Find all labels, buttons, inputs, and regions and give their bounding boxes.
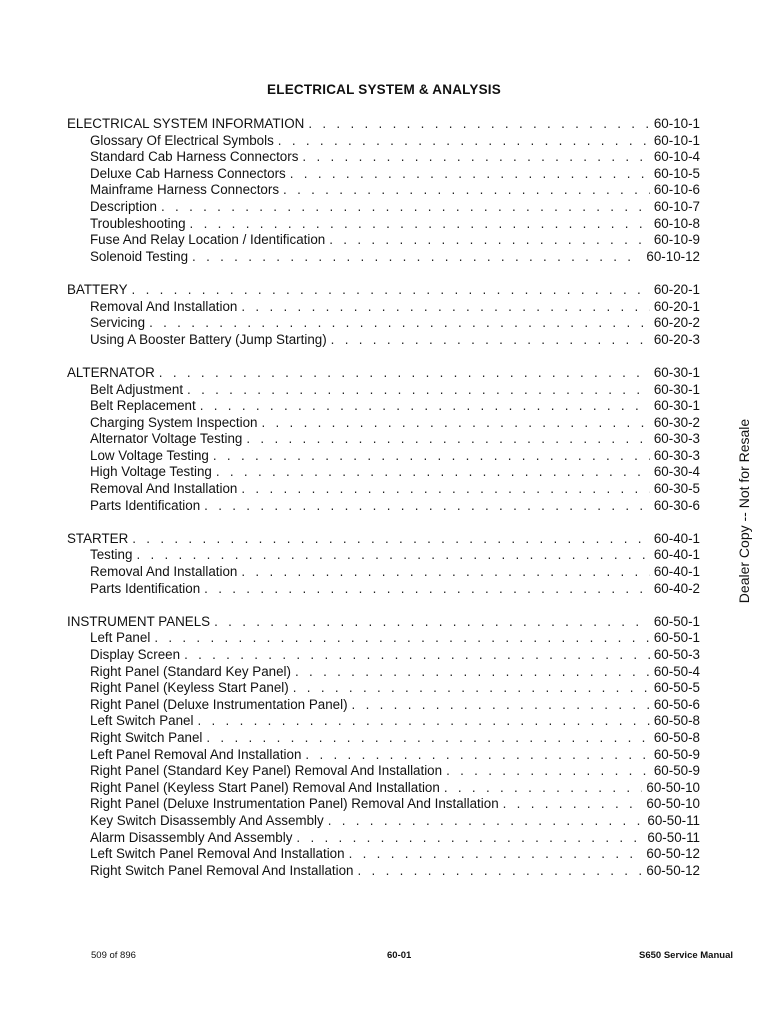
toc-entry-page: 60-50-8 xyxy=(653,713,700,729)
dot-leader xyxy=(241,299,649,316)
toc-entry xyxy=(67,498,700,515)
toc-entry xyxy=(67,863,700,880)
toc-entry xyxy=(67,813,700,830)
toc-entry-page: 60-40-1 xyxy=(653,547,700,563)
toc-entry-label: Left Panel Removal And Installation xyxy=(90,746,302,762)
toc-entry xyxy=(67,133,700,150)
toc-entry-page: 60-50-3 xyxy=(653,647,700,662)
toc-entry xyxy=(67,431,700,448)
toc-entry-page: 60-30-5 xyxy=(653,481,700,497)
toc-entry-page: 60-30-1 xyxy=(653,381,700,397)
toc-entry xyxy=(67,464,700,481)
toc-entry-label: INSTRUMENT PANELS xyxy=(67,613,211,629)
toc-entry-label: Parts Identification xyxy=(90,580,201,596)
toc-entry-page: 60-30-1 xyxy=(653,398,700,414)
toc-entry-page: 60-10-7 xyxy=(653,198,700,214)
dot-leader xyxy=(261,415,649,432)
dot-leader xyxy=(213,448,650,465)
toc-section-heading xyxy=(67,116,700,133)
toc-entry-page: 60-50-10 xyxy=(646,796,700,812)
toc-entry-page: 60-50-12 xyxy=(646,862,700,878)
footer-manual-title: S650 Service Manual xyxy=(639,950,733,961)
toc-entry xyxy=(67,398,700,415)
toc-entry xyxy=(67,763,700,780)
toc-entry-label: Glossary Of Electrical Symbols xyxy=(90,132,274,148)
toc-entry-label: Mainframe Harness Connectors xyxy=(90,182,280,198)
toc-entry xyxy=(67,332,700,349)
toc-entry xyxy=(67,315,700,332)
dot-leader xyxy=(283,182,650,199)
toc-entry xyxy=(67,846,700,863)
dot-leader xyxy=(132,282,650,299)
toc-entry-page: 60-40-2 xyxy=(653,580,700,596)
toc-entry-label: Parts Identification xyxy=(90,497,201,513)
toc-entry-label: Belt Adjustment xyxy=(90,381,184,397)
toc-entry-page: 60-50-11 xyxy=(647,812,700,828)
toc-entry-label: Solenoid Testing xyxy=(90,248,189,264)
dot-leader xyxy=(136,547,649,564)
toc-entry xyxy=(67,481,700,498)
toc-entry xyxy=(67,249,700,266)
toc-entry-page: 60-50-5 xyxy=(653,680,700,696)
dot-leader xyxy=(302,149,649,166)
dot-leader xyxy=(192,249,642,266)
toc-section-heading xyxy=(67,282,700,299)
dot-leader xyxy=(278,133,650,150)
toc-entry xyxy=(67,149,700,166)
toc-entry-label: Alternator Voltage Testing xyxy=(90,431,243,447)
footer-page-number: 60-01 xyxy=(387,950,412,961)
toc-entry xyxy=(67,581,700,598)
toc-entry-label: Low Voltage Testing xyxy=(90,447,209,463)
toc-entry-page: 60-40-1 xyxy=(653,564,700,580)
dot-leader xyxy=(293,680,650,697)
toc-entry-page: 60-50-1 xyxy=(653,630,700,646)
toc-entry xyxy=(67,182,700,199)
toc-entry xyxy=(67,630,700,647)
dot-leader xyxy=(241,481,649,498)
dot-leader xyxy=(308,116,650,133)
toc-entry xyxy=(67,680,700,697)
dot-leader xyxy=(154,630,650,647)
dot-leader xyxy=(246,431,649,448)
toc-entry-label: Description xyxy=(90,198,157,214)
toc-entry xyxy=(67,382,700,399)
footer-page-count: 509 of 896 xyxy=(91,950,136,961)
dot-leader xyxy=(349,846,643,863)
toc-entry-label: STARTER xyxy=(67,530,129,546)
dot-leader xyxy=(187,382,650,399)
toc-entry-label: Right Panel (Keyless Start Panel) Removal And Installation xyxy=(90,779,440,795)
toc-entry-label: Removal And Installation xyxy=(90,481,238,497)
toc-entry-page: 60-10-12 xyxy=(646,248,700,264)
dot-leader xyxy=(190,216,650,233)
toc-entry-page: 60-30-3 xyxy=(653,431,700,447)
dot-leader xyxy=(132,531,650,548)
toc-entry-page: 60-50-9 xyxy=(653,763,700,779)
toc-entry-page: 60-10-1 xyxy=(653,132,700,148)
toc-entry-page: 60-50-12 xyxy=(646,846,700,862)
toc-entry-page: 60-20-2 xyxy=(653,315,700,331)
toc-entry-page: 60-10-5 xyxy=(653,165,700,181)
toc-entry-label: Removal And Installation xyxy=(90,564,238,580)
toc-entry xyxy=(67,199,700,216)
toc-entry xyxy=(67,547,700,564)
dot-leader xyxy=(200,398,650,415)
toc-section-heading xyxy=(67,365,700,382)
side-watermark-text: Dealer Copy -- Not for Resale xyxy=(736,418,752,604)
toc-entry-page: 60-30-6 xyxy=(653,497,700,513)
toc-entry-label: Right Panel (Deluxe Instrumentation Panel) xyxy=(90,696,348,712)
toc-entry-label: Fuse And Relay Location / Identification xyxy=(90,232,326,248)
toc-entry-label: Right Panel (Deluxe Instrumentation Panel) Removal And Installation xyxy=(90,796,499,812)
toc-entry-page: 60-20-1 xyxy=(653,298,700,314)
dot-leader xyxy=(204,581,650,598)
dot-leader xyxy=(241,564,649,581)
toc-entry-label: Servicing xyxy=(90,315,146,331)
toc-entry-label: Key Switch Disassembly And Assembly xyxy=(90,812,324,828)
dot-leader xyxy=(197,713,649,730)
dot-leader xyxy=(296,830,643,847)
toc-entry-label: Left Switch Panel xyxy=(90,713,194,729)
toc-section xyxy=(67,614,700,880)
toc-entry-page: 60-50-1 xyxy=(653,613,700,629)
toc-section-heading xyxy=(67,614,700,631)
toc-entry-label: Troubleshooting xyxy=(90,215,186,231)
toc-entry xyxy=(67,299,700,316)
toc-entry-label: Standard Cab Harness Connectors xyxy=(90,149,299,165)
toc-entry-label: Using A Booster Battery (Jump Starting) xyxy=(90,331,327,347)
toc-entry xyxy=(67,730,700,747)
toc-entry-label: Testing xyxy=(90,547,133,563)
toc-entry-page: 60-30-3 xyxy=(653,447,700,463)
toc-entry-page: 60-30-2 xyxy=(653,414,700,430)
toc-entry-label: Charging System Inspection xyxy=(90,414,258,430)
toc-section-heading xyxy=(67,531,700,548)
toc-entry xyxy=(67,747,700,764)
dot-leader xyxy=(184,647,650,664)
toc-entry-label: Deluxe Cab Harness Connectors xyxy=(90,165,286,181)
dot-leader xyxy=(446,763,650,780)
toc-entry-label: Right Panel (Standard Key Panel) xyxy=(90,663,291,679)
toc-entry-page: 60-50-6 xyxy=(653,696,700,712)
dot-leader xyxy=(444,780,643,797)
toc-entry-label: Left Panel xyxy=(90,630,151,646)
toc-entry-page: 60-10-4 xyxy=(653,149,700,165)
dot-leader xyxy=(290,166,650,183)
toc-entry xyxy=(67,564,700,581)
toc-entry xyxy=(67,697,700,714)
toc-entry-page: 60-50-11 xyxy=(647,829,700,845)
toc-entry xyxy=(67,664,700,681)
dot-leader xyxy=(328,813,644,830)
dot-leader xyxy=(206,730,649,747)
toc-entry-page: 60-50-10 xyxy=(646,779,700,795)
toc-entry-label: Right Panel (Standard Key Panel) Removal And Installation xyxy=(90,763,443,779)
toc-entry-label: Removal And Installation xyxy=(90,298,238,314)
toc-section xyxy=(67,365,700,514)
toc-section xyxy=(67,531,700,597)
toc-entry-page: 60-50-8 xyxy=(653,729,700,745)
toc-entry xyxy=(67,647,700,664)
toc-entry-page: 60-30-1 xyxy=(653,364,700,380)
toc-entry xyxy=(67,830,700,847)
toc-entry xyxy=(67,232,700,249)
toc-entry-label: BATTERY xyxy=(67,281,128,297)
dot-leader xyxy=(503,796,643,813)
page-title: ELECTRICAL SYSTEM & ANALYSIS xyxy=(267,82,501,97)
toc-entry xyxy=(67,780,700,797)
toc-entry xyxy=(67,713,700,730)
dot-leader xyxy=(216,464,650,481)
dot-leader xyxy=(331,332,650,349)
dot-leader xyxy=(149,315,650,332)
toc-entry xyxy=(67,796,700,813)
dot-leader xyxy=(358,863,643,880)
toc-entry-label: High Voltage Testing xyxy=(90,464,212,480)
toc-entry-label: Right Switch Panel xyxy=(90,729,203,745)
toc-entry-page: 60-50-4 xyxy=(653,663,700,679)
toc-entry xyxy=(67,216,700,233)
toc-section xyxy=(67,282,700,348)
dot-leader xyxy=(295,664,650,681)
toc-entry-page: 60-30-4 xyxy=(653,464,700,480)
toc-entry-label: Left Switch Panel Removal And Installation xyxy=(90,846,345,862)
dot-leader xyxy=(329,232,650,249)
toc-entry-page: 60-10-6 xyxy=(653,182,700,198)
table-of-contents xyxy=(67,116,700,896)
toc-entry-page: 60-20-3 xyxy=(653,331,700,347)
dot-leader xyxy=(161,199,650,216)
toc-entry-page: 60-50-9 xyxy=(653,746,700,762)
toc-entry xyxy=(67,415,700,432)
toc-entry-page: 60-20-1 xyxy=(653,281,700,297)
toc-entry-label: Right Panel (Keyless Start Panel) xyxy=(90,680,289,696)
dot-leader xyxy=(305,747,649,764)
toc-section xyxy=(67,116,700,265)
dot-leader xyxy=(159,365,650,382)
toc-entry xyxy=(67,448,700,465)
toc-entry-page: 60-40-1 xyxy=(653,530,700,546)
toc-entry-label: Right Switch Panel Removal And Installation xyxy=(90,862,354,878)
toc-entry-label: Alarm Disassembly And Assembly xyxy=(90,829,293,845)
toc-entry-page: 60-10-9 xyxy=(653,232,700,248)
toc-entry-page: 60-10-1 xyxy=(653,116,700,131)
dot-leader xyxy=(214,614,650,631)
toc-entry xyxy=(67,166,700,183)
dot-leader xyxy=(204,498,650,515)
toc-entry-label: ALTERNATOR xyxy=(67,364,155,380)
toc-entry-label: Display Screen xyxy=(90,647,181,662)
toc-entry-label: Belt Replacement xyxy=(90,398,196,414)
toc-entry-page: 60-10-8 xyxy=(653,215,700,231)
toc-entry-label: ELECTRICAL SYSTEM INFORMATION xyxy=(67,116,305,131)
dot-leader xyxy=(352,697,650,714)
